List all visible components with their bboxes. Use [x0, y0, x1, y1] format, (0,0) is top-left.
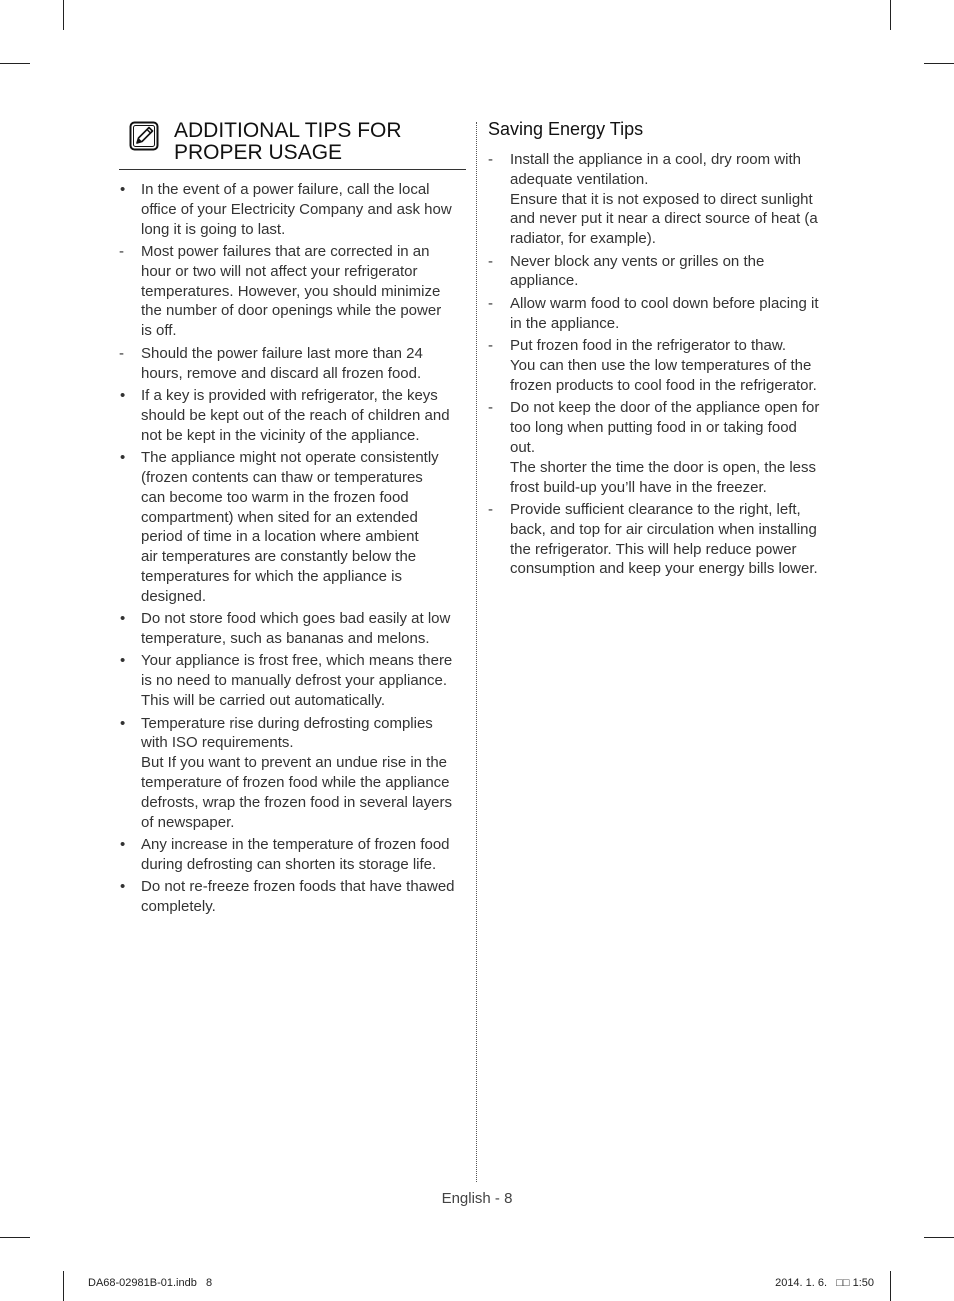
list-item — [119, 651, 466, 710]
title-line: ADDITIONAL TIPS FOR — [174, 119, 402, 142]
list-item — [119, 835, 466, 875]
page-number: English - 8 — [441, 1190, 513, 1207]
list-marker: - — [488, 294, 493, 312]
list-item-text: and never put it near a direct source of heat (a — [510, 210, 818, 228]
file-name: DA68-02981B-01.indb 8 — [88, 1277, 213, 1289]
list-marker: - — [488, 399, 493, 417]
energy-tips-list — [488, 150, 833, 579]
list-marker: • — [120, 610, 126, 628]
list-item — [119, 242, 466, 341]
list-item-text: Allow warm food to cool down before placing it — [510, 294, 819, 312]
crop-mark — [0, 63, 30, 64]
list-item-text: with ISO requirements. — [141, 734, 294, 752]
list-item-text: Should the power failure last more than 24 — [141, 344, 423, 362]
list-marker: • — [120, 836, 126, 853]
list-item-text: during defrosting can shorten its storage life. — [141, 855, 437, 873]
list-item-text: completely. — [141, 898, 216, 916]
crop-mark — [924, 1237, 954, 1238]
list-item — [119, 344, 466, 384]
list-item-text: Your appliance is frost free, which means there — [141, 652, 453, 670]
list-marker: - — [488, 500, 493, 518]
list-item — [488, 150, 833, 249]
list-marker: - — [119, 344, 124, 362]
list-item-text: temperatures. However, you should minimize — [141, 282, 441, 300]
left-column — [119, 118, 466, 920]
list-item-text: out. — [510, 438, 536, 456]
list-item-text: period of time in a location where ambient — [141, 528, 419, 546]
date-stamp: 2014. 1. 6. □□ 1:50 — [775, 1277, 874, 1289]
column-divider — [476, 122, 477, 1182]
list-item-text: But If you want to prevent an undue rise in the — [141, 754, 448, 772]
title-line: PROPER USAGE — [174, 141, 343, 164]
list-item-text: Most power failures that are corrected in an — [141, 243, 430, 261]
list-marker: • — [120, 387, 126, 405]
list-item-text: Do not keep the door of the appliance open for — [510, 399, 820, 417]
list-item-text: hour or two will not affect your refrigerator — [141, 262, 418, 280]
list-item — [119, 180, 466, 239]
list-item-text: (frozen contents can thaw or temperatures — [141, 468, 423, 486]
list-item-text: Install the appliance in a cool, dry room with — [510, 151, 801, 168]
right-column — [488, 118, 833, 582]
list-item-text: frost build-up you’ll have in the freezer. — [510, 478, 767, 496]
section-subtitle: Saving Energy Tips — [488, 119, 644, 139]
list-item-text: appliance. — [510, 272, 579, 290]
list-item-text: too long when putting food in or taking food — [510, 419, 797, 437]
list-marker: • — [120, 449, 126, 467]
list-item-text: Ensure that it is not exposed to direct sunlight — [510, 190, 813, 208]
list-item-text: defrosts, wrap the frozen food in several layers — [141, 793, 452, 811]
list-item-text: of newspaper. — [141, 813, 235, 831]
list-item-text: is off. — [141, 322, 177, 340]
list-item-text: office of your Electricity Company and ask how — [141, 200, 452, 218]
list-item-text: Do not re-freeze frozen foods that have thawed — [141, 878, 455, 896]
title-rule — [119, 169, 466, 170]
list-item-text: not be kept in the vicinity of the appliance. — [141, 426, 420, 444]
list-item-text: is no need to manually defrost your appliance. — [141, 672, 448, 690]
list-item — [488, 398, 833, 497]
list-item — [119, 714, 466, 833]
list-item — [119, 448, 466, 606]
list-item-text: compartment) when sited for an extended — [141, 508, 418, 526]
list-item-text: the number of door openings while the power — [141, 302, 442, 320]
page-title — [174, 118, 402, 164]
section-heading — [119, 118, 466, 164]
crop-mark — [890, 0, 891, 30]
list-marker: - — [488, 252, 493, 270]
list-item-text: frozen products to cool food in the refrigerator. — [510, 376, 817, 394]
list-item-text: back, and top for air circulation when installing — [510, 520, 817, 538]
list-item-text: Do not store food which goes bad easily at low — [141, 610, 451, 628]
list-item — [488, 252, 833, 292]
list-item-text: air temperatures are constantly below the — [141, 548, 417, 566]
list-item-text: This will be carried out automatically. — [141, 692, 385, 710]
list-marker: - — [488, 337, 493, 355]
list-item — [488, 500, 833, 579]
list-item-text: radiator, for example). — [510, 230, 656, 248]
list-item-text: temperature, such as bananas and melons. — [141, 629, 430, 647]
list-item-text: should be kept out of the reach of children and — [141, 406, 450, 424]
list-marker: - — [488, 151, 493, 168]
list-item-text: in the appliance. — [510, 314, 620, 332]
list-item-text: Any increase in the temperature of frozen food — [141, 836, 450, 853]
list-item — [119, 386, 466, 445]
list-item-text: The shorter the time the door is open, the less — [510, 458, 816, 476]
crop-mark — [63, 1271, 64, 1301]
list-item-text: If a key is provided with refrigerator, the keys — [141, 387, 438, 405]
list-item-text: Put frozen food in the refrigerator to thaw. — [510, 337, 786, 355]
list-item-text: Never block any vents or grilles on the — [510, 252, 765, 270]
list-item-text: the refrigerator. This will help reduce power — [510, 540, 797, 558]
list-item-text: adequate ventilation. — [510, 170, 649, 188]
list-item-text: temperature of frozen food while the appliance — [141, 773, 450, 791]
list-item — [488, 336, 833, 395]
list-item-text: Temperature rise during defrosting complies — [141, 714, 433, 732]
list-marker: - — [119, 243, 124, 261]
list-marker: • — [120, 878, 126, 896]
crop-mark — [890, 1271, 891, 1301]
list-marker: • — [120, 652, 126, 670]
list-item-text: designed. — [141, 587, 207, 605]
list-item-text: The appliance might not operate consistently — [141, 449, 439, 467]
crop-mark — [924, 63, 954, 64]
list-item-text: can become too warm in the frozen food — [141, 488, 409, 506]
list-item — [488, 294, 833, 334]
list-marker: • — [120, 181, 126, 198]
list-marker: • — [120, 714, 126, 732]
list-item-text: consumption and keep your energy bills lower. — [510, 560, 818, 578]
tips-list — [119, 180, 466, 917]
note-pencil-icon — [129, 121, 159, 151]
crop-mark — [0, 1237, 30, 1238]
list-item-text: In the event of a power failure, call the local — [141, 181, 430, 198]
list-item — [119, 609, 466, 649]
list-item-text: hours, remove and discard all frozen food. — [141, 364, 422, 382]
list-item-text: You can then use the low temperatures of the — [510, 357, 812, 375]
list-item-text: Provide sufficient clearance to the right, left, — [510, 500, 801, 518]
list-item — [119, 877, 466, 917]
crop-mark — [63, 0, 64, 30]
list-item-text: long it is going to last. — [141, 220, 286, 238]
list-item-text: temperatures for which the appliance is — [141, 567, 402, 585]
